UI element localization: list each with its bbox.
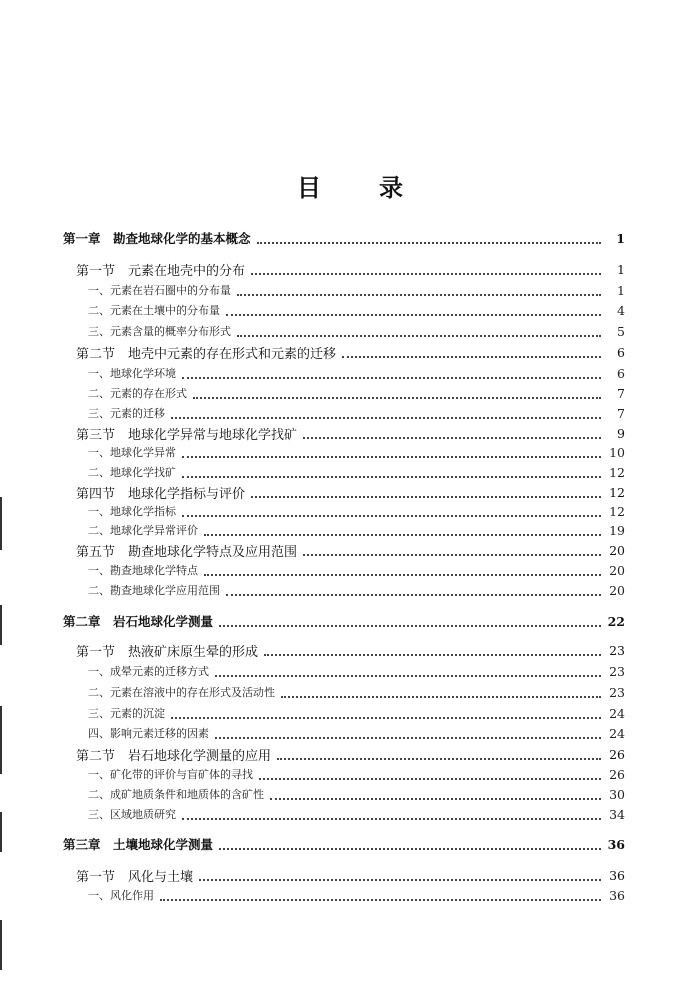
toc-page-number: 12	[609, 503, 625, 519]
toc-page-number: 26	[609, 746, 625, 762]
toc-entry-title: 二、元素的存在形式	[88, 387, 187, 400]
dot-leader	[257, 234, 601, 244]
toc-entry-title: 第五节 勘查地球化学特点及应用范围	[76, 544, 298, 560]
toc-subsection-entry	[88, 322, 625, 340]
toc-page-number: 19	[609, 522, 625, 538]
toc-section-entry	[76, 541, 625, 559]
toc-entry-title: 第一节 风化与土壤	[76, 869, 194, 885]
dot-leader	[226, 586, 601, 596]
dot-leader	[237, 286, 601, 296]
dot-leader	[237, 327, 601, 337]
toc-subsection-entry	[88, 785, 625, 803]
dot-leader	[270, 790, 601, 800]
toc-entry-title: 第三章 土壤地球化学测量	[63, 837, 214, 852]
dot-leader	[219, 617, 601, 627]
toc-page-number: 23	[609, 642, 625, 658]
toc-entry-title: 一、矿化带的评价与盲矿体的寻找	[88, 768, 253, 781]
toc-page-number: 1	[616, 230, 625, 246]
toc-page-number: 30	[609, 786, 625, 802]
toc-entry-title: 第一节 元素在地壳中的分布	[76, 263, 246, 279]
toc-page-number: 23	[609, 684, 625, 700]
toc-chapter-entry	[63, 612, 625, 630]
toc-subsection-entry	[88, 301, 625, 319]
toc-entry-title: 二、成矿地质条件和地质体的含矿性	[88, 788, 264, 801]
dot-leader	[264, 646, 601, 656]
toc-page-number: 20	[609, 562, 625, 578]
toc-subsection-entry	[88, 805, 625, 823]
toc-entry-title: 三、区域地质研究	[88, 808, 176, 821]
dot-leader	[251, 488, 601, 498]
toc-page-number: 6	[617, 344, 625, 360]
toc-entry-title: 第二章 岩石地球化学测量	[63, 614, 214, 629]
toc-page-number: 20	[609, 582, 625, 598]
dot-leader	[277, 750, 601, 760]
dot-leader	[182, 468, 601, 478]
title-char-2: 录	[379, 174, 403, 202]
toc-subsection-entry	[88, 521, 625, 539]
toc-subsection-entry	[88, 364, 625, 382]
dot-leader	[182, 448, 601, 458]
toc-subsection-entry	[88, 502, 625, 520]
toc-page-number: 34	[609, 806, 625, 822]
toc-page-number: 5	[617, 323, 625, 339]
title-char-1: 目	[297, 174, 321, 202]
toc-subsection-entry	[88, 704, 625, 722]
toc-section-entry	[76, 641, 625, 659]
toc-section-entry	[76, 260, 625, 278]
toc-section-entry	[76, 745, 625, 763]
toc-subsection-entry	[88, 561, 625, 579]
toc-entry-title: 一、成晕元素的迁移方式	[88, 665, 209, 678]
dot-leader	[199, 871, 601, 881]
toc-page-number: 36	[609, 867, 625, 883]
toc-entry-title: 一、元素在岩石圈中的分布量	[88, 284, 231, 297]
toc-entry-title: 第二节 岩石地球化学测量的应用	[76, 748, 272, 764]
dot-leader	[160, 891, 601, 901]
toc-subsection-entry	[88, 281, 625, 299]
dot-leader	[281, 688, 601, 698]
dot-leader	[219, 840, 601, 850]
toc-section-entry	[76, 343, 625, 361]
toc-entry-title: 二、地球化学异常评价	[88, 524, 198, 537]
toc-entry-title: 二、元素在土壤中的分布量	[88, 304, 220, 317]
toc-entry-title: 第四节 地球化学指标与评价	[76, 486, 246, 502]
toc-entry-title: 一、地球化学异常	[88, 446, 176, 459]
toc-entry-title: 一、地球化学指标	[88, 505, 176, 518]
toc-subsection-entry	[88, 463, 625, 481]
dot-leader	[193, 389, 601, 399]
toc-entry-title: 第二节 地壳中元素的存在形式和元素的迁移	[76, 346, 337, 362]
dot-leader	[342, 348, 601, 358]
toc-entry-title: 一、地球化学环境	[88, 367, 176, 380]
toc-subsection-entry	[88, 404, 625, 422]
toc-subsection-entry	[88, 765, 625, 783]
toc-page-number: 24	[609, 705, 625, 721]
dot-leader	[171, 409, 601, 419]
toc-entry-title: 第一节 热液矿床原生晕的形成	[76, 644, 259, 660]
toc-subsection-entry	[88, 683, 625, 701]
toc-subsection-entry	[88, 581, 625, 599]
toc-page-number: 7	[617, 385, 625, 401]
toc-page-number: 26	[609, 766, 625, 782]
dot-leader	[182, 369, 601, 379]
toc-section-entry	[76, 866, 625, 884]
toc-page-number: 20	[609, 542, 625, 558]
toc-entry-title: 三、元素的沉淀	[88, 707, 165, 720]
toc-entry-title: 二、元素在溶液中的存在形式及活动性	[88, 686, 275, 699]
dot-leader	[303, 429, 601, 439]
toc-page-number: 7	[617, 405, 625, 421]
toc-page-number: 10	[609, 444, 625, 460]
toc-subsection-entry	[88, 886, 625, 904]
toc-page-number: 24	[609, 725, 625, 741]
toc-entry-title: 一、风化作用	[88, 889, 154, 902]
toc-page-number: 9	[617, 425, 625, 441]
toc-chapter-entry	[63, 835, 625, 853]
toc-subsection-entry	[88, 384, 625, 402]
dot-leader	[204, 566, 601, 576]
toc-subsection-entry	[88, 662, 625, 680]
toc-section-entry	[76, 424, 625, 442]
toc-chapter-entry	[63, 229, 625, 247]
toc-entry-title: 二、地球化学找矿	[88, 466, 176, 479]
dot-leader	[226, 306, 601, 316]
toc-entry-title: 二、勘查地球化学应用范围	[88, 584, 220, 597]
toc-subsection-entry	[88, 443, 625, 461]
toc-entry-title: 三、元素的迁移	[88, 407, 165, 420]
toc-page-number: 12	[609, 464, 625, 480]
dot-leader	[259, 770, 601, 780]
dot-leader	[182, 810, 601, 820]
toc-page-number: 23	[609, 663, 625, 679]
dot-leader	[204, 526, 601, 536]
dot-leader	[251, 265, 601, 275]
toc-entry-title: 第一章 勘查地球化学的基本概念	[63, 231, 251, 246]
dot-leader	[215, 729, 601, 739]
toc-entry-title: 第三节 地球化学异常与地球化学找矿	[76, 427, 298, 443]
dot-leader	[303, 546, 601, 556]
toc-page-number: 22	[607, 613, 625, 629]
toc-page-number: 1	[617, 261, 625, 277]
toc-subsection-entry	[88, 724, 625, 742]
dot-leader	[171, 709, 601, 719]
toc-section-entry	[76, 483, 625, 501]
toc-page-number: 6	[617, 365, 625, 381]
toc-entry-title: 三、元素含量的概率分布形式	[88, 325, 231, 338]
dot-leader	[182, 507, 601, 517]
dot-leader	[215, 667, 601, 677]
toc-page-number: 12	[609, 484, 625, 500]
toc-page-number: 36	[607, 836, 625, 852]
toc-entry-title: 四、影响元素迁移的因素	[88, 727, 209, 740]
toc-page-number: 1	[617, 282, 625, 298]
toc-page-number: 36	[609, 887, 625, 903]
toc-page-number: 4	[617, 302, 625, 318]
toc-entry-title: 一、勘查地球化学特点	[88, 564, 198, 577]
